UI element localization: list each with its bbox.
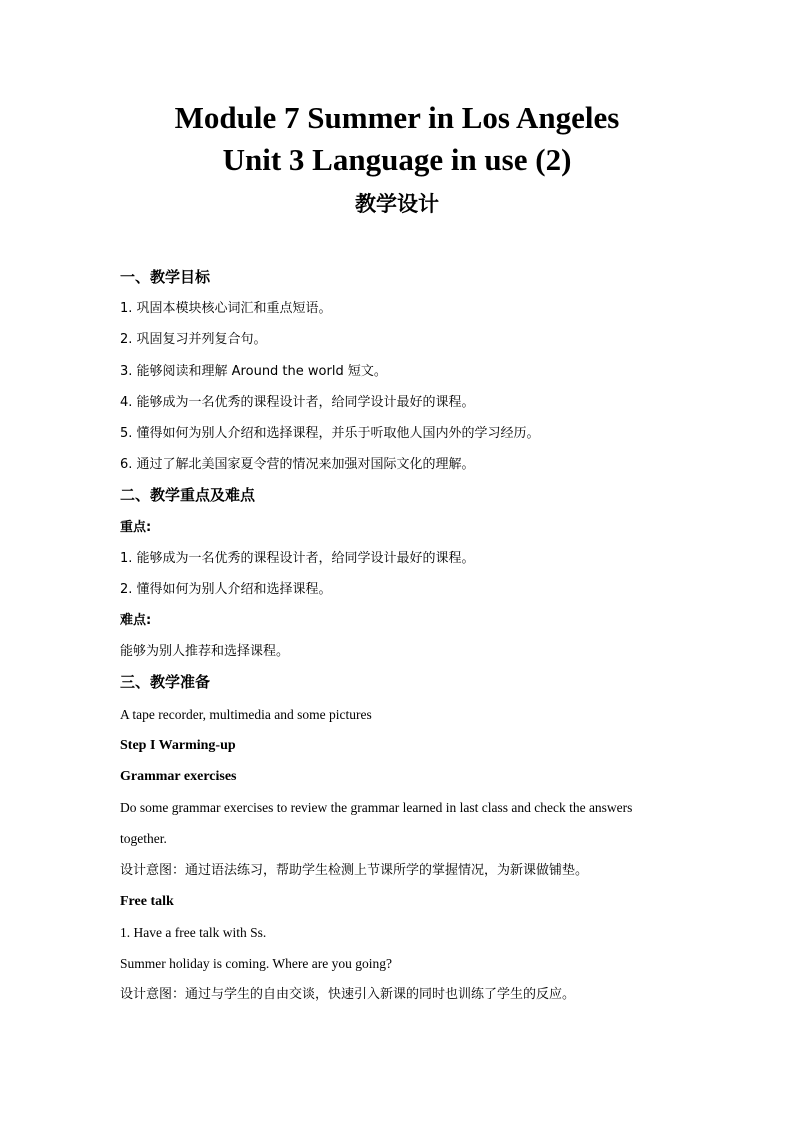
difficult-point-text: 能够为别人推荐和选择课程。 [120, 644, 290, 660]
title-unit: Unit 3 Language in use (2) [222, 142, 572, 177]
free-talk-item: 1. Have a free talk with Ss. [120, 924, 267, 940]
free-talk-title: Free talk [120, 893, 174, 909]
grammar-design-intent: 设计意图：通过语法练习，帮助学生检测上节课所学的掌握情况，为新课做铺垫。 [120, 862, 589, 878]
section-heading-key-points: 二、教学重点及难点 [120, 486, 256, 505]
section-heading-preparation: 三、教学准备 [120, 673, 211, 692]
key-point-item-1: 1. 能够成为一名优秀的课程设计者，给同学设计最好的课程。 [120, 550, 475, 566]
objective-item-6: 6. 通过了解北美国家夏令营的情况来加强对国际文化的理解。 [120, 457, 475, 473]
objective-item-3: 3. 能够阅读和理解 Around the world 短文。 [120, 363, 387, 379]
key-point-item-2: 2. 懂得如何为别人介绍和选择课程。 [120, 581, 332, 597]
grammar-exercises-title: Grammar exercises [120, 769, 237, 784]
grammar-text-line-1: Do some grammar exercises to review the grammar learned in last class and check the answers [120, 800, 633, 816]
objective-item-5: 5. 懂得如何为别人介绍和选择课程，并乐于听取他人国内外的学习经历。 [120, 425, 540, 441]
free-talk-question: Summer holiday is coming. Where are you going? [120, 956, 392, 972]
document-body [120, 262, 680, 1011]
difficult-points-label: 难点: [120, 613, 152, 629]
objective-item-1: 1. 巩固本模块核心词汇和重点短语。 [120, 301, 332, 317]
objective-item-4: 4. 能够成为一名优秀的课程设计者，给同学设计最好的课程。 [120, 394, 475, 410]
title-lesson-design: 教学设计 [355, 192, 439, 216]
preparation-text: A tape recorder, multimedia and some pictures [120, 706, 372, 722]
key-points-label: 重点: [120, 519, 152, 535]
objective-item-2: 2. 巩固复习并列复合句。 [120, 332, 267, 348]
step-title: Step I Warming-up [120, 737, 236, 753]
section-heading-objectives: 一、教学目标 [120, 268, 211, 286]
title-module: Module 7 Summer in Los Angeles [174, 100, 620, 135]
grammar-text-line-2: together. [120, 831, 167, 847]
free-talk-design-intent: 设计意图：通过与学生的自由交谈，快速引入新课的同时也训练了学生的反应。 [120, 987, 576, 1003]
